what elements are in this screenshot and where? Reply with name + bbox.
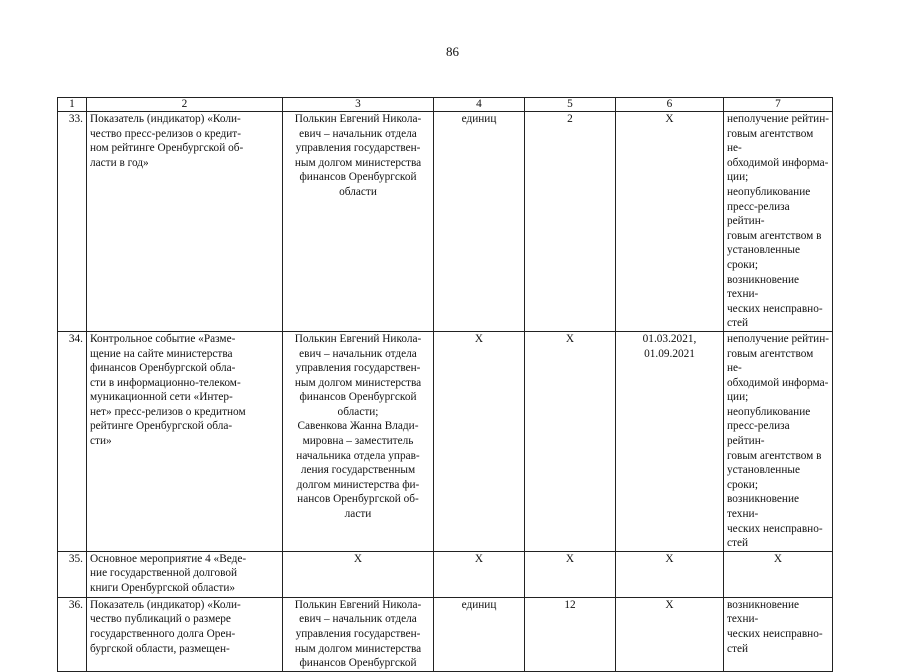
- page-number: 86: [446, 44, 459, 59]
- unit-cell: Х: [434, 551, 525, 597]
- item-name: Показатель (индикатор) «Коли- чество пресс-релизов о кредит- ном рейтинге Оренбургской об- ласти в год»: [87, 112, 283, 332]
- date-cell: Х: [616, 597, 724, 671]
- risk-cell: неполучение рейтин- говым агентством не- обходимой информа- ции; неопубликование пресс-релиза рейтин- говым агентством в установленные сроки; возникновение техни- ческих неисправно- стей: [724, 331, 833, 551]
- item-name: Основное мероприятие 4 «Веде- ние государственной долговой книги Оренбургской области»: [87, 551, 283, 597]
- responsible-person: Х: [283, 551, 434, 597]
- risk-cell: неполучение рейтин- говым агентством не- обходимой информа- ции; неопубликование пресс-релиза рейтин- говым агентством в установленные сроки; возникновение техни- ческих неисправно- стей: [724, 112, 833, 332]
- value-cell: Х: [525, 331, 616, 551]
- item-name: Контрольное событие «Разме- щение на сайте министерства финансов Оренбургской обла- сти в информационно-телеком- муникационной сети «Интер- нет» пресс-релизов о кредитном рейтинге Оренбургской обла- сти»: [87, 331, 283, 551]
- unit-cell: единиц: [434, 597, 525, 671]
- header-cell: 1: [58, 98, 87, 112]
- header-cell: 7: [724, 98, 833, 112]
- responsible-person: Полькин Евгений Никола- евич – начальник отдела управления государствен- ным долгом министерства финансов Оренбургской: [283, 597, 434, 671]
- risk-cell: возникновение техни- ческих неисправно- стей: [724, 597, 833, 671]
- date-cell: 01.03.2021, 01.09.2021: [616, 331, 724, 551]
- date-cell: Х: [616, 112, 724, 332]
- table-row: [58, 112, 833, 332]
- document-table: [57, 97, 833, 672]
- header-cell: 5: [525, 98, 616, 112]
- row-number: 35.: [58, 551, 87, 597]
- row-number: 33.: [58, 112, 87, 332]
- row-number: 34.: [58, 331, 87, 551]
- date-cell: Х: [616, 551, 724, 597]
- responsible-person: Полькин Евгений Никола- евич – начальник отдела управления государствен- ным долгом министерства финансов Оренбургской области; Савенкова Жанна Влади- мировна – заместитель начальника отдела управ- ления государственным долгом министерства фи- нансов Оренбургской об- ласти: [283, 331, 434, 551]
- responsible-person: Полькин Евгений Никола- евич – начальник отдела управления государствен- ным долгом министерства финансов Оренбургской области: [283, 112, 434, 332]
- row-number: 36.: [58, 597, 87, 671]
- header-cell: 6: [616, 98, 724, 112]
- unit-cell: Х: [434, 331, 525, 551]
- table-row: [58, 551, 833, 597]
- value-cell: 12: [525, 597, 616, 671]
- value-cell: Х: [525, 551, 616, 597]
- table-row: [58, 597, 833, 671]
- table-row: [58, 331, 833, 551]
- header-cell: 4: [434, 98, 525, 112]
- item-name: Показатель (индикатор) «Коли- чество публикаций о размере государственного долга Орен- бургской области, размещен-: [87, 597, 283, 671]
- risk-cell: Х: [724, 551, 833, 597]
- header-row: [58, 98, 833, 112]
- header-cell: 3: [283, 98, 434, 112]
- header-cell: 2: [87, 98, 283, 112]
- value-cell: 2: [525, 112, 616, 332]
- unit-cell: единиц: [434, 112, 525, 332]
